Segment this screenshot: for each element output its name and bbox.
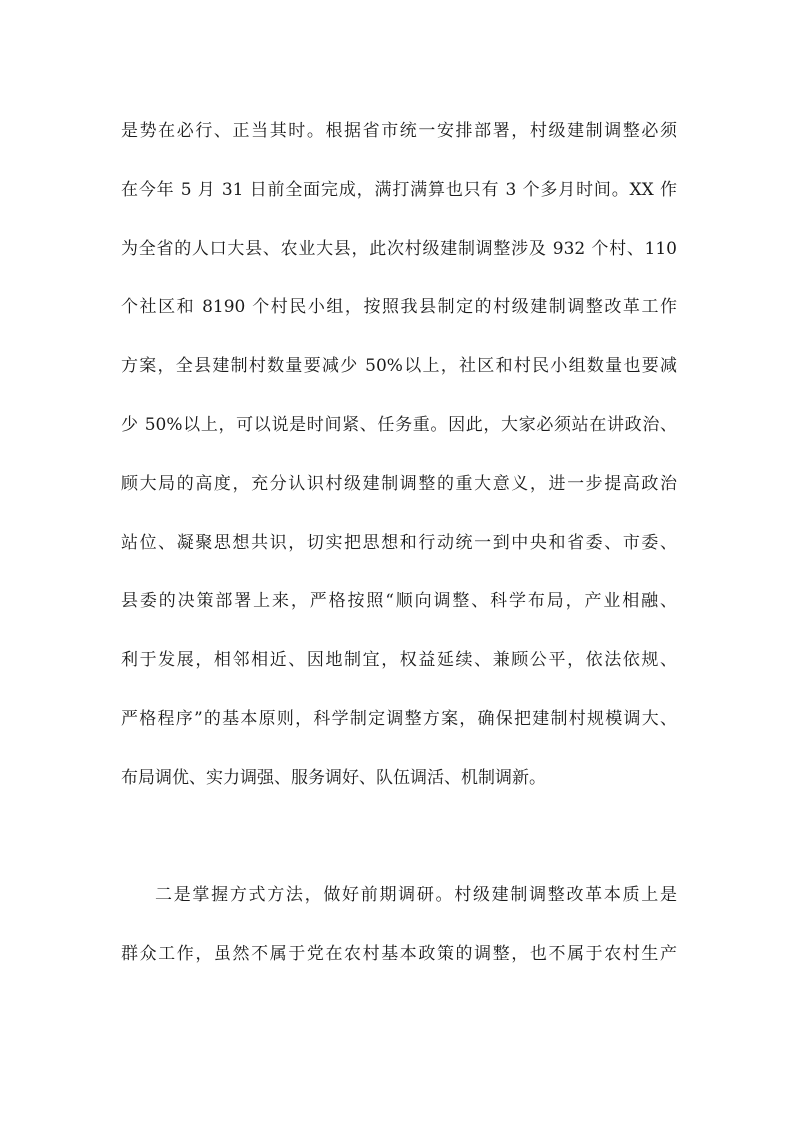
paragraph-line: 县委的决策部署上来，严格按照“顺向调整、科学布局，产业相融、 [121, 591, 677, 612]
paragraph-line: 二是掌握方式方法，做好前期调研。村级建制调整改革本质上是 [155, 885, 677, 906]
paragraph-2 [121, 866, 677, 984]
paragraph-line: 方案，全县建制村数量要减少 50%以上，社区和村民小组数量也要减 [121, 356, 677, 377]
paragraph-line: 少 50%以上，可以说是时间紧、任务重。因此，大家必须站在讲政治、 [121, 414, 677, 435]
paragraph-line: 顾大局的高度，充分认识村级建制调整的重大意义，进一步提高政治 [121, 473, 677, 494]
paragraph-line: 利于发展，相邻相近、因地制宜，权益延续、兼顾公平，依法依规、 [121, 650, 677, 671]
paragraph-spacer [121, 808, 677, 867]
paragraph-line: 严格程序”的基本原则，科学制定调整方案，确保把建制村规模调大、 [121, 708, 677, 729]
paragraph-line: 在今年 5 月 31 日前全面完成，满打满算也只有 3 个多月时间。XX 作 [121, 179, 677, 200]
paragraph-line: 布局调优、实力调强、服务调好、队伍调活、机制调新。 [121, 767, 546, 788]
paragraph-1 [121, 102, 677, 808]
paragraph-line: 是势在必行、正当其时。根据省市统一安排部署，村级建制调整必须 [121, 121, 677, 141]
body-text [121, 102, 677, 984]
paragraph-line: 个社区和 8190 个村民小组，按照我县制定的村级建制调整改革工作 [121, 297, 677, 318]
paragraph-line: 群众工作，虽然不属于党在农村基本政策的调整，也不属于农村生产 [121, 944, 677, 965]
paragraph-line: 站位、凝聚思想共识，切实把思想和行动统一到中央和省委、市委、 [121, 532, 677, 553]
paragraph-line: 为全省的人口大县、农业大县，此次村级建制调整涉及 932 个村、110 [121, 238, 677, 259]
